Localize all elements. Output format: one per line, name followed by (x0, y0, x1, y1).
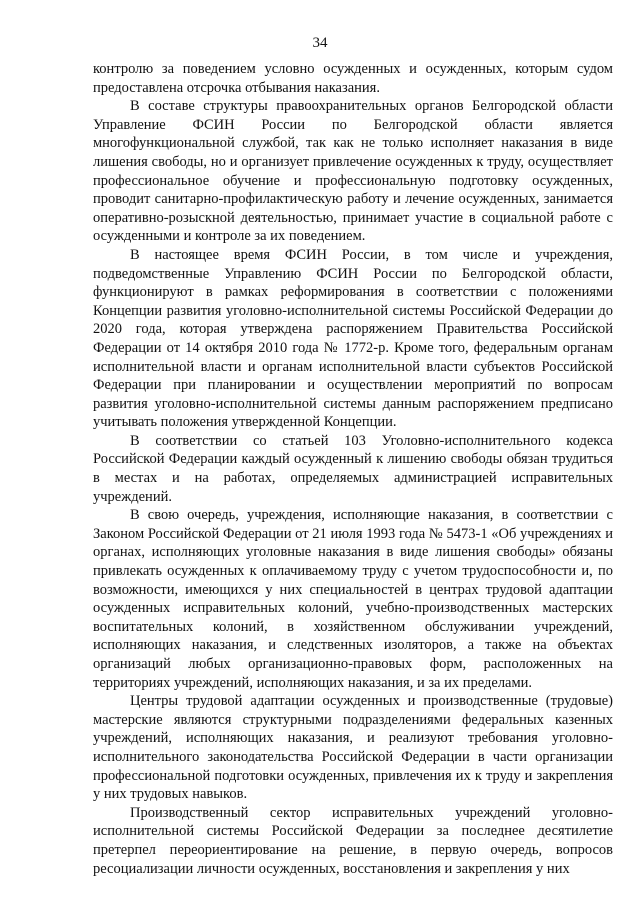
paragraph: В свою очередь, учреждения, исполняющие наказания, в соответствии с Законом Российской Федерации от 21 июля 1993 года № 5473-1 «Об учреждениях и органах, исполняющих уголовные наказания в виде лишения свободы» обязаны привлекать осужденных к оплачиваемому труду с учетом трудоспособности и, по возможности, имеющихся у них специальностей в центрах трудовой адаптации осужденных исправительных колоний, учебно-производственных мастерских воспитательных колоний, в хозяйственном обслуживании учреждений, исполняющих наказания, и следственных изоляторов, а также на объектах организаций любых организационно-правовых форм, расположенных на территориях учреждений, исполняющих наказания, и за их пределами. (93, 507, 613, 691)
paragraph: Производственный сектор исправительных учреждений уголовно-исполнительной системы Российской Федерации за последнее десятилетие претерпел переориентирование на решение, в первую очередь, вопросов ресоциализации личности осужденных, восстановления и закрепления у них (93, 804, 613, 877)
paragraph: Центры трудовой адаптации осужденных и производственные (трудовые) мастерские являются структурными подразделениями федеральных казенных учреждений, исполняющих наказания, и реализуют требования уголовно-исполнительного законодательства Российской Федерации в части организации профессиональной подготовки осужденных, привлечения их к труду и закрепления у них трудовых навыков. (93, 693, 613, 803)
paragraph: В соответствии со статьей 103 Уголовно-исполнительного кодекса Российской Федерации каждый осужденный к лишению свободы обязан трудиться в местах и на работах, определяемых администрацией исправительных учреждений. (93, 432, 613, 505)
paragraph-continuation: контролю за поведением условно осужденных и осужденных, которым судом предоставлена отсрочка отбывания наказания. (93, 61, 613, 96)
paragraph: В настоящее время ФСИН России, в том числе и учреждения, подведомственные Управлению ФСИН России по Белгородской области, функционируют в рамках реформирования в соответствии с положениями Концепции развития уголовно-исполнительной системы Российской Федерации до 2020 года, которая утверждена распоряжением Правительства Российской Федерации от 14 октября 2010 года № 1772-р. Кроме того, федеральным органам исполнительной власти и органам исполнительной власти субъектов Российской Федерации при планировании и осуществлении мероприятий по вопросам развития уголовно-исполнительной системы данным распоряжением предписано учитывать положения утвержденной Концепции. (93, 246, 613, 431)
page-number: 34 (312, 35, 328, 51)
paragraph: В составе структуры правоохранительных органов Белгородской области Управление ФСИН России по Белгородской области является многофункциональной службой, так как не только исполняет наказания в виде лишения свободы, но и организует привлечение осужденных к труду, осуществляет профессиональное обучение и профессиональную подготовку осужденных, проводит санитарно-профилактическую работу и лечение осужденных, занимается оперативно-розыскной деятельностью, принимает участие в социальной работе с осужденными и контроле за их поведением. (93, 98, 613, 245)
body-text (93, 60, 613, 878)
